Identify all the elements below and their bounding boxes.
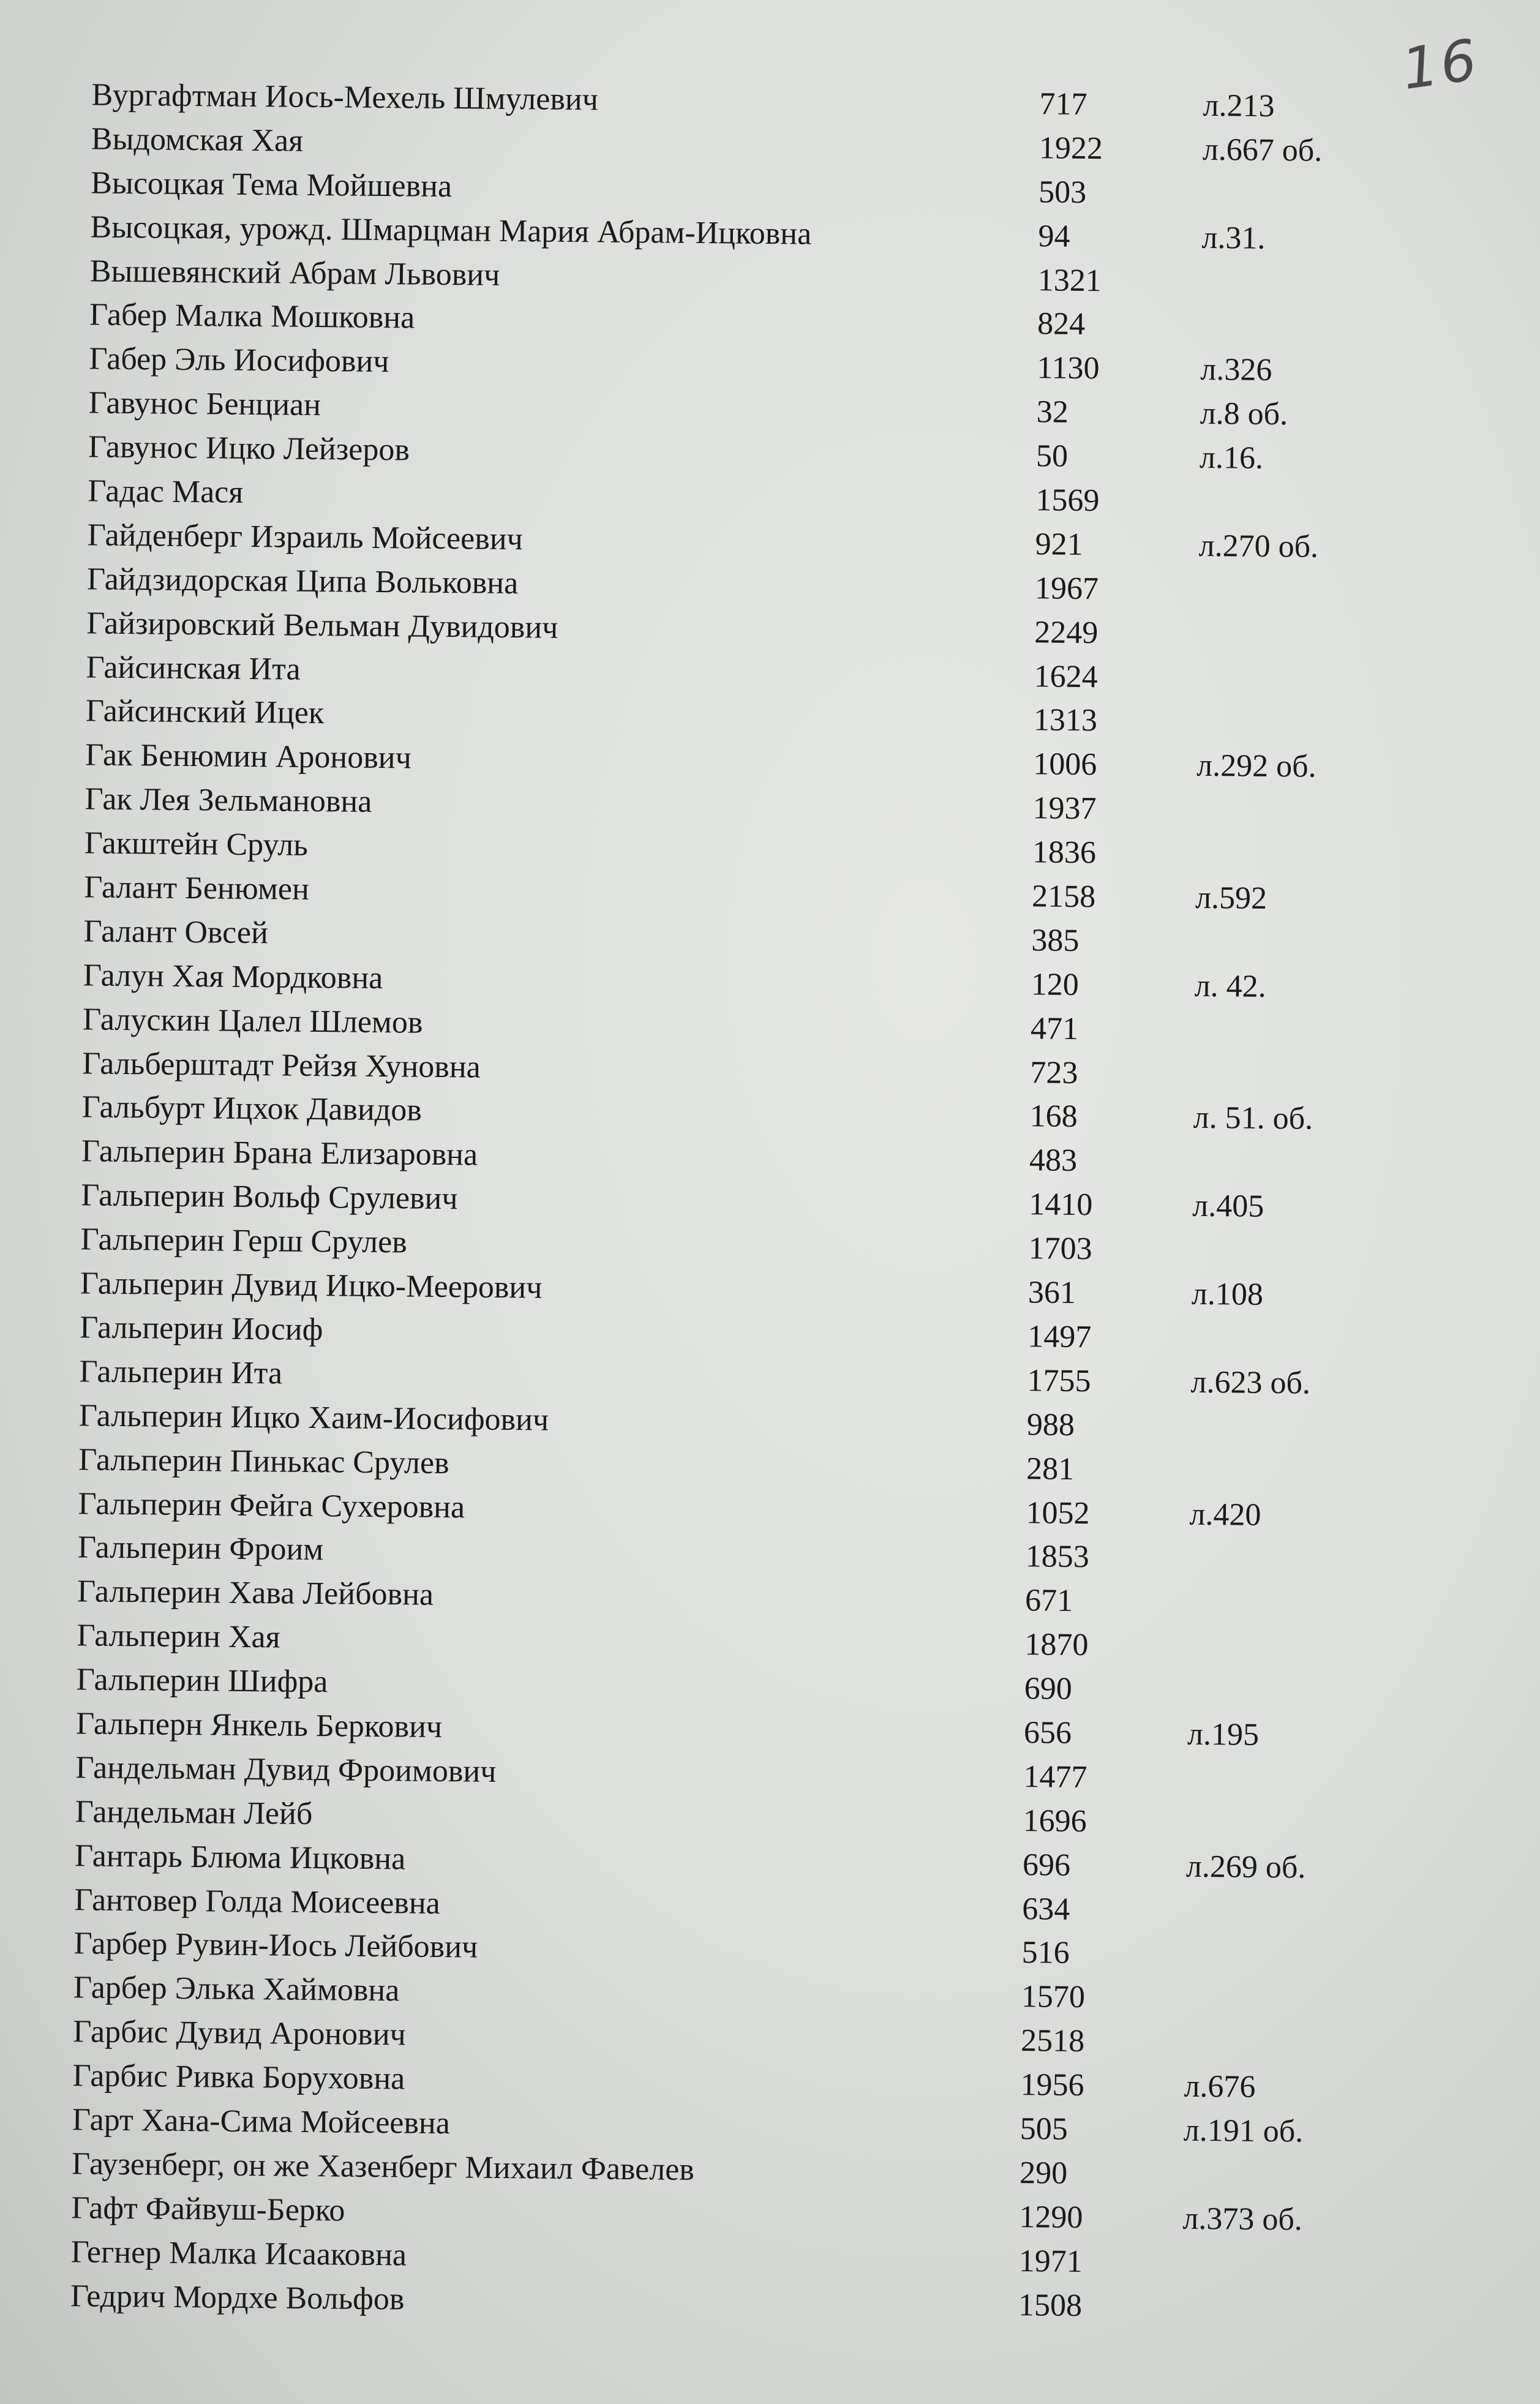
record-sheet: л.213 [1203,88,1275,124]
record-name: Гафт Файвуш-Берко [71,2190,345,2228]
record-number: 824 [1037,306,1086,342]
record-name: Гак Лея Зельмановна [85,781,372,820]
record-number: 1870 [1024,1627,1089,1663]
record-number: 471 [1030,1010,1079,1046]
record-name: Гарбис Дувид Аронович [73,2014,406,2053]
record-sheet: л.623 об. [1190,1364,1311,1401]
record-number: 290 [1019,2155,1068,2191]
record-number: 634 [1022,1891,1070,1927]
record-sheet: л. 42. [1194,968,1266,1004]
record-number: 120 [1031,967,1080,1002]
record-name: Гальперин Ицко Хаим-Иосифович [78,1398,549,1438]
record-number: 1836 [1032,835,1097,871]
record-number: 1703 [1028,1231,1092,1267]
record-number: 1922 [1039,130,1103,167]
record-name: Гакштейн Сруль [84,825,309,863]
record-name: Гальперин Пинькас Срулев [78,1441,449,1481]
record-number: 1570 [1021,1979,1086,2015]
record-number: 505 [1020,2111,1069,2147]
record-name: Гаузенберг, он же Хазенберг Михаил Фавелев [71,2146,695,2187]
record-name: Гальперин Дувид Ицко-Меерович [80,1266,543,1305]
record-sheet: л.405 [1192,1189,1264,1225]
record-number: 1130 [1037,350,1100,386]
record-number: 1508 [1018,2287,1083,2323]
record-number: 988 [1026,1407,1075,1443]
record-number: 656 [1023,1715,1072,1751]
record-number: 1696 [1023,1803,1087,1839]
record-name: Гальперин Брана Елизаровна [81,1133,478,1173]
record-number: 671 [1024,1583,1073,1619]
record-sheet: л.326 [1200,352,1272,388]
record-number: 696 [1022,1847,1071,1883]
record-number: 1755 [1027,1363,1091,1399]
record-name: Гегнер Малка Исааковна [70,2234,407,2273]
record-list [0,72,1540,2332]
record-number: 281 [1026,1451,1075,1487]
record-number: 690 [1024,1671,1073,1707]
record-name: Вургафтман Иось-Мехель Шмулевич [91,77,599,118]
record-number: 483 [1029,1143,1078,1179]
record-number: 32 [1036,394,1069,430]
record-sheet: л.108 [1191,1276,1264,1312]
record-number: 1956 [1020,2067,1084,2103]
record-name: Габер Эль Иосифович [89,341,389,380]
record-number: 1937 [1032,791,1097,827]
record-number: 385 [1031,923,1080,958]
record-number: 2158 [1031,879,1096,915]
record-sheet: л. 51. об. [1193,1100,1313,1137]
record-name: Галускин Цалел Шлемов [82,1002,423,1040]
record-sheet: л.373 об. [1182,2201,1303,2237]
record-name: Галун Хая Мордковна [83,958,383,996]
record-name: Гайденберг Израиль Мойсеевич [87,517,524,557]
record-number: 1477 [1023,1759,1087,1795]
record-number: 921 [1035,527,1083,562]
record-name: Гарбис Ривка Боруховна [72,2058,405,2097]
record-number: 1967 [1034,571,1099,607]
record-name: Гайсинская Ита [86,649,301,687]
record-sheet: л.195 [1187,1716,1260,1752]
record-name: Гарт Хана-Сима Мойсеевна [72,2102,451,2141]
record-name: Гак Бенюмин Аронович [85,737,412,776]
record-name: Гальперин Герш Срулев [80,1222,408,1260]
record-number: 2249 [1034,614,1099,650]
record-number: 1321 [1037,262,1102,298]
record-sheet: л.191 об. [1183,2113,1304,2149]
record-name: Гальбурт Ицхок Давидов [81,1089,423,1129]
record-number: 1410 [1029,1187,1093,1223]
record-name: Гайдзидорская Ципа Вольковна [86,562,519,601]
record-name: Гальперн Янкель Беркович [75,1706,443,1745]
record-number: 1971 [1018,2243,1083,2279]
record-name: Гальперин Шифра [76,1662,328,1700]
record-name: Вышевянский Абрам Львович [89,253,500,293]
record-number: 168 [1029,1099,1078,1135]
record-name: Габер Малка Мошковна [89,297,415,336]
record-name: Гайсинский Ицек [85,693,325,731]
record-sheet: л.676 [1184,2068,1256,2105]
record-number: 723 [1030,1054,1078,1091]
record-sheet: л.292 об. [1196,748,1317,785]
record-name: Гантарь Блюма Ицковна [74,1838,406,1877]
record-name: Гарбер Рувин-Иось Лейбович [73,1926,478,1966]
record-name: Гедрич Мордхе Вольфов [70,2278,405,2317]
record-sheet: л.667 об. [1202,132,1323,168]
record-name: Гантовер Голда Моисеевна [74,1882,441,1921]
record-name: Гавунос Ицко Лейзеров [88,429,410,468]
record-number: 503 [1038,175,1087,210]
record-number: 516 [1021,1935,1070,1971]
record-name: Гадас Мася [88,473,244,510]
record-name: Гайзировский Вельман Дувидович [86,606,558,645]
record-name: Гандельман Лейб [75,1794,313,1831]
record-name: Гальперин Иосиф [80,1310,323,1348]
record-name: Выдомская Хая [91,121,304,159]
record-name: Галант Овсей [83,914,269,951]
record-number: 1624 [1034,658,1098,694]
record-sheet: л.592 [1195,880,1268,916]
page-number: 16 [1398,26,1483,103]
record-number: 2518 [1020,2023,1085,2059]
record-name: Высоцкая Тема Мойшевна [90,165,453,204]
record-sheet: л.16. [1199,440,1264,476]
record-number: 1052 [1026,1495,1090,1531]
record-name: Гальберштадт Рейзя Хуновна [82,1045,481,1085]
record-number: 1497 [1027,1319,1092,1355]
record-number: 1313 [1033,702,1098,738]
record-sheet: л.31. [1201,220,1266,256]
record-sheet: л.269 об. [1185,1849,1306,1885]
record-name: Гальперин Вольф Срулевич [81,1178,458,1217]
record-name: Гавунос Бенциан [88,385,321,423]
record-number: 50 [1035,438,1069,474]
record-name: Гальперин Ита [79,1354,283,1391]
record-name: Гарбер Элька Хаймовна [73,1970,400,2008]
record-number: 1569 [1035,483,1100,519]
record-number: 94 [1038,218,1070,254]
record-name: Высоцкая, урожд. Шмарцман Мария Абрам-Ицковна [90,209,812,252]
record-name: Гальперин Фейга Сухеровна [78,1486,465,1525]
record-name: Гальперин Хава Лейбовна [77,1574,434,1613]
record-name: Гандельман Дувид Фроимович [75,1750,497,1789]
record-name: Гальперин Хая [77,1618,280,1655]
record-name: Галант Бенюмен [83,870,310,907]
record-number: 717 [1039,86,1087,122]
record-name: Гальперин Фроим [77,1530,324,1568]
record-number: 361 [1027,1275,1076,1311]
record-number: 1290 [1019,2199,1083,2235]
record-sheet: л.420 [1189,1497,1261,1533]
record-number: 1853 [1025,1539,1090,1575]
record-sheet: л.8 об. [1200,396,1288,432]
record-number: 1006 [1032,746,1097,783]
record-sheet: л.270 об. [1198,528,1319,565]
